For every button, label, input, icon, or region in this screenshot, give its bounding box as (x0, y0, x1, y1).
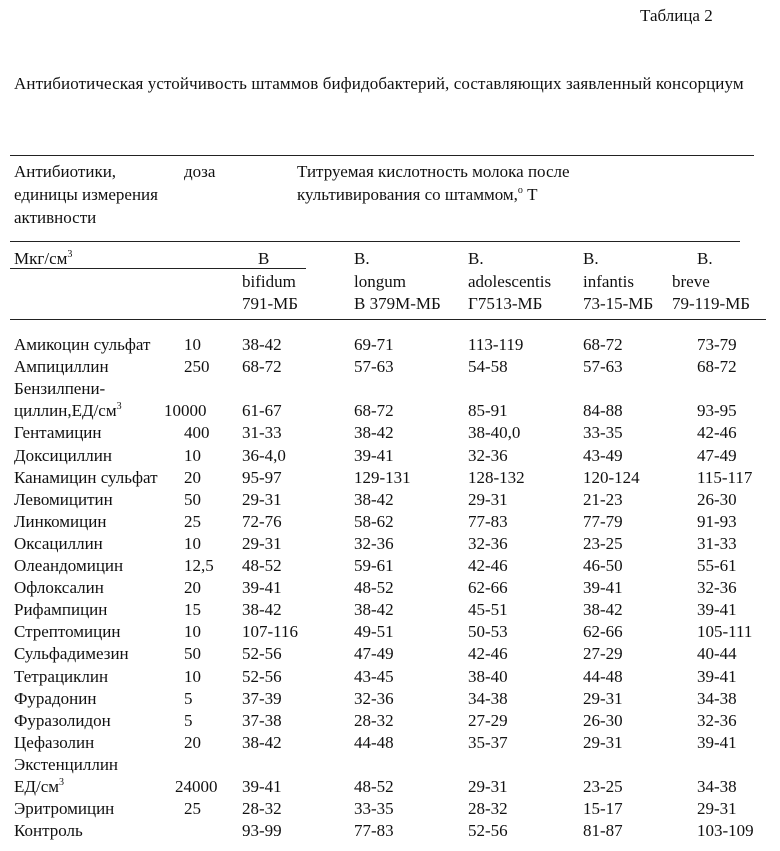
table-row (0, 446, 780, 468)
acidity-cell: 50-53 (468, 622, 508, 642)
acidity-cell: 48-52 (242, 556, 282, 575)
acidity-cell: 115-117 (697, 467, 753, 487)
acidity-cell: 68-72 (583, 335, 623, 354)
acidity-cell: 32-36 (697, 578, 737, 598)
strain-species-4: infantis (583, 272, 634, 291)
acidity-cell: 42-46 (697, 423, 737, 443)
table-row (0, 689, 780, 711)
dose-cell: 20 (184, 578, 201, 598)
body-rule (10, 319, 766, 320)
acidity-cell: 52-56 (242, 644, 282, 664)
acidity-cell: 32-36 (468, 445, 508, 465)
antibiotic-name (14, 733, 94, 753)
acidity-cell: 29-31 (468, 489, 508, 509)
table-row (0, 622, 780, 644)
acidity-cell: 52-56 (468, 821, 508, 841)
antibiotic-name-text: Олеандомицин (14, 556, 124, 575)
acidity-cell: 23-25 (583, 777, 623, 796)
acidity-cell: 77-83 (468, 511, 508, 531)
header-rule (10, 241, 740, 242)
acidity-cell: 42-46 (468, 644, 508, 664)
acidity-cell: 31-33 (697, 533, 737, 553)
antibiotic-name-text: Тетрациклин (14, 666, 109, 686)
acidity-cell: 35-37 (468, 732, 508, 752)
degree-sign: о (517, 185, 523, 196)
table-row (0, 490, 780, 512)
acidity-cell: 34-38 (697, 688, 737, 708)
antibiotic-name (14, 689, 96, 709)
table-row (0, 534, 780, 556)
dose-cell: 10 (184, 445, 201, 465)
table-row (0, 821, 780, 843)
dose-cell: 12,5 (184, 556, 214, 575)
acidity-cell: 55-61 (697, 556, 737, 575)
acidity-cell: 29-31 (583, 688, 623, 708)
antibiotic-name (14, 644, 129, 664)
strain-5 (672, 271, 750, 315)
table-caption: Таблица 2 (640, 6, 713, 25)
antibiotic-name-text: Контроль (14, 821, 83, 841)
strain-code-4: 73-15-МБ (583, 294, 654, 313)
strain-2 (354, 271, 441, 315)
antibiotic-name (14, 711, 111, 731)
antibiotic-name (14, 335, 150, 355)
dose-cell: 10 (184, 622, 201, 642)
header-acidity-line2 (297, 183, 570, 206)
acidity-cell: 15-17 (583, 799, 623, 819)
table-title: Антибиотическая устойчивость штаммов бифидобактерий, составляющих заявленный консорциум (14, 74, 744, 93)
strain-1 (242, 271, 298, 315)
acidity-cell: 33-35 (583, 423, 623, 443)
dose-cell: 50 (184, 644, 201, 664)
dose-cell: 10 (184, 335, 201, 354)
acidity-cell: 40-44 (697, 644, 737, 664)
antibiotic-name-text: Рифампицин (14, 600, 108, 620)
acidity-cell: 128-132 (468, 467, 525, 487)
antibiotic-name-text: Офлоксалин (14, 578, 104, 598)
antibiotic-name-text: Амикоцин сульфат (14, 335, 151, 354)
antibiotic-name-text: Левомицитин (14, 489, 113, 509)
acidity-cell: 44-48 (354, 732, 394, 752)
acidity-cell: 39-41 (697, 732, 737, 752)
antibiotic-name (14, 357, 109, 377)
acidity-cell: 38-40 (468, 666, 508, 686)
acidity-cell: 43-49 (583, 445, 623, 465)
strain-species-2: longum (354, 272, 406, 291)
acidity-cell: 77-79 (583, 511, 623, 531)
strain-genus-2: B. (354, 249, 370, 268)
acidity-cell: 29-31 (697, 799, 737, 819)
strain-code-5: 79-119-МБ (672, 294, 751, 313)
antibiotic-name-text: Бензилпени- (14, 379, 106, 399)
acidity-cell: 61-67 (242, 401, 282, 421)
acidity-cell: 44-48 (583, 666, 623, 686)
acidity-cell: 59-61 (354, 556, 394, 575)
antibiotic-name-text: Фуразолидон (14, 710, 111, 730)
header-acidity-text: культивирования со штаммом, (297, 185, 518, 204)
antibiotic-name-text: Ампициллин (14, 357, 109, 377)
strain-species-5: breve (672, 272, 710, 291)
antibiotic-name-text: ЕД/см (14, 777, 60, 796)
antibiotic-name (14, 799, 114, 819)
dose-cell: 5 (184, 688, 193, 708)
top-rule (10, 155, 754, 156)
dose-cell: 50 (184, 489, 201, 509)
antibiotic-name-text: Гентамицин (14, 423, 102, 443)
acidity-cell: 58-62 (354, 511, 394, 531)
acidity-cell: 38-40,0 (468, 423, 521, 443)
table-row (0, 379, 780, 401)
acidity-cell: 49-51 (354, 622, 394, 642)
acidity-cell: 28-32 (242, 799, 282, 819)
acidity-cell: 81-87 (583, 821, 623, 841)
table-row (0, 733, 780, 755)
header-antibiotics-line2: единицы измерения (14, 185, 158, 204)
table-row (0, 667, 780, 689)
acidity-cell: 38-42 (583, 600, 623, 620)
dose-cell: 25 (184, 799, 201, 819)
header-dose: доза (184, 162, 216, 181)
acidity-cell: 93-99 (242, 821, 282, 841)
acidity-cell: 105-111 (697, 622, 753, 642)
dose-cell: 10 (184, 666, 201, 686)
antibiotic-name (14, 556, 123, 576)
table-row (0, 423, 780, 445)
antibiotic-name (14, 490, 113, 510)
antibiotic-name-text: Канамицин сульфат (14, 467, 158, 487)
acidity-cell: 45-51 (468, 600, 508, 620)
acidity-cell: 52-56 (242, 666, 282, 686)
unit-superscript: 3 (116, 401, 122, 413)
acidity-cell: 68-72 (354, 401, 394, 421)
acidity-cell: 21-23 (583, 489, 623, 509)
acidity-cell: 46-50 (583, 556, 623, 575)
header-antibiotics (14, 160, 158, 229)
dose-cell: 15 (184, 600, 201, 620)
antibiotic-name (14, 401, 122, 421)
acidity-cell: 91-93 (697, 511, 737, 531)
acidity-cell: 29-31 (242, 489, 282, 509)
acidity-cell: 29-31 (468, 777, 508, 796)
units-text: Мкг/см (14, 249, 68, 268)
acidity-cell: 37-38 (242, 710, 282, 730)
acidity-cell: 57-63 (354, 357, 394, 377)
antibiotic-name-text: Доксициллин (14, 445, 112, 465)
acidity-cell: 32-36 (354, 688, 394, 708)
header-acidity-line1: Титруемая кислотность молока после (297, 162, 570, 181)
dose-cell: 25 (184, 511, 201, 531)
antibiotic-name (14, 512, 106, 532)
acidity-cell: 77-83 (354, 821, 394, 841)
acidity-cell: 26-30 (697, 489, 737, 509)
acidity-cell: 42-46 (468, 556, 508, 575)
acidity-cell: 84-88 (583, 401, 623, 421)
acidity-cell: 69-71 (354, 335, 394, 354)
table-row (0, 777, 780, 799)
antibiotic-name-text: Цефазолин (14, 732, 95, 752)
antibiotic-name-text: Эритромицин (14, 799, 115, 819)
acidity-cell: 93-95 (697, 401, 737, 421)
acidity-cell: 62-66 (583, 622, 623, 642)
acidity-cell: 31-33 (242, 423, 282, 443)
dose-cell: 10000 (164, 401, 207, 421)
acidity-cell: 38-42 (354, 423, 394, 443)
acidity-cell: 62-66 (468, 578, 508, 598)
antibiotic-name (14, 534, 103, 554)
antibiotic-name (14, 446, 112, 466)
acidity-cell: 39-41 (583, 578, 623, 598)
acidity-cell: 38-42 (242, 732, 282, 752)
acidity-cell: 129-131 (354, 467, 411, 487)
acidity-cell: 29-31 (583, 732, 623, 752)
strain-genus-3: B. (468, 249, 484, 268)
antibiotic-name-text: Сульфадимезин (14, 644, 129, 664)
strain-genus-5: B. (697, 249, 713, 268)
header-acidity-unit: Т (522, 185, 538, 204)
dose-cell: 5 (184, 710, 193, 730)
acidity-cell: 39-41 (697, 666, 737, 686)
antibiotic-name-text: Стрептомицин (14, 622, 121, 642)
acidity-cell: 68-72 (242, 357, 282, 377)
antibiotic-name-text: Оксациллин (14, 533, 103, 553)
strain-genus-4: B. (583, 249, 599, 268)
acidity-cell: 26-30 (583, 710, 623, 730)
acidity-cell: 23-25 (583, 533, 623, 553)
acidity-cell: 27-29 (468, 710, 508, 730)
acidity-cell: 33-35 (354, 799, 394, 819)
acidity-cell: 32-36 (468, 533, 508, 553)
units-superscript: 3 (67, 249, 73, 260)
dose-cell: 20 (184, 467, 201, 487)
antibiotic-name (14, 379, 105, 399)
acidity-cell: 103-109 (697, 821, 754, 841)
antibiotic-name (14, 468, 158, 488)
table-row (0, 644, 780, 666)
dose-cell: 250 (184, 357, 210, 377)
header-acidity (297, 160, 570, 206)
antibiotic-name-text: циллин,ЕД/см (14, 401, 117, 421)
strain-code-3: Г7513-МБ (468, 294, 543, 313)
acidity-cell: 38-42 (242, 600, 282, 620)
acidity-cell: 72-76 (242, 511, 282, 531)
strain-code-1: 791-МБ (242, 294, 299, 313)
header-antibiotics-line3: активности (14, 208, 97, 227)
antibiotic-name (14, 423, 102, 443)
table-row (0, 401, 780, 423)
dose-cell: 24000 (175, 777, 218, 796)
strain-species-1: bifidum (242, 272, 296, 291)
table-row (0, 335, 780, 357)
table-row (0, 556, 780, 578)
antibiotic-name (14, 622, 120, 642)
acidity-cell: 68-72 (697, 357, 737, 377)
acidity-cell: 32-36 (354, 533, 394, 553)
acidity-cell: 85-91 (468, 401, 508, 421)
table-row (0, 755, 780, 777)
strain-code-2: В 379М-МБ (354, 294, 441, 313)
table-row (0, 468, 780, 490)
unit-superscript: 3 (59, 777, 65, 788)
table-row (0, 711, 780, 733)
table-row (0, 357, 780, 379)
acidity-cell: 39-41 (354, 445, 394, 465)
antibiotic-name (14, 755, 118, 775)
acidity-cell: 32-36 (697, 710, 737, 730)
acidity-cell: 39-41 (242, 777, 282, 796)
acidity-cell: 38-42 (354, 600, 394, 620)
acidity-cell: 38-42 (242, 335, 282, 354)
acidity-cell: 113-119 (468, 335, 524, 354)
acidity-cell: 34-38 (697, 777, 737, 796)
acidity-cell: 47-49 (697, 445, 737, 465)
acidity-cell: 27-29 (583, 644, 623, 664)
dose-cell: 10 (184, 533, 201, 553)
acidity-cell: 48-52 (354, 578, 394, 598)
acidity-cell: 34-38 (468, 688, 508, 708)
antibiotic-name (14, 821, 83, 841)
acidity-cell: 37-39 (242, 688, 282, 708)
strain-4 (583, 271, 653, 315)
antibiotic-name-text: Фурадонин (14, 688, 97, 708)
acidity-cell: 28-32 (468, 799, 508, 819)
acidity-cell: 54-58 (468, 357, 508, 377)
antibiotic-name (14, 600, 107, 620)
acidity-cell: 120-124 (583, 467, 640, 487)
table-row (0, 512, 780, 534)
antibiotic-name (14, 667, 108, 687)
acidity-cell: 48-52 (354, 777, 394, 796)
acidity-cell: 57-63 (583, 357, 623, 377)
table-row (0, 578, 780, 600)
table-row (0, 799, 780, 821)
acidity-cell: 39-41 (697, 600, 737, 620)
dose-cell: 20 (184, 732, 201, 752)
strain-3 (468, 271, 551, 315)
acidity-cell: 28-32 (354, 710, 394, 730)
dose-cell: 400 (184, 423, 210, 443)
antibiotic-name-text: Линкомицин (14, 511, 107, 531)
antibiotic-name (14, 578, 104, 598)
acidity-cell: 29-31 (242, 533, 282, 553)
units-label (14, 249, 72, 269)
strain-genus-1: B (258, 249, 270, 268)
acidity-cell: 73-79 (697, 335, 737, 354)
acidity-cell: 95-97 (242, 467, 282, 487)
acidity-cell: 107-116 (242, 622, 299, 642)
table-row (0, 600, 780, 622)
acidity-cell: 36-4,0 (242, 445, 286, 465)
antibiotic-name (14, 777, 64, 797)
antibiotic-name-text: Экстенциллин (14, 754, 119, 774)
acidity-cell: 47-49 (354, 644, 394, 664)
header-antibiotics-line1: Антибиотики, (14, 162, 117, 181)
acidity-cell: 39-41 (242, 578, 282, 598)
acidity-cell: 38-42 (354, 489, 394, 509)
strain-species-3: adolescentis (468, 272, 552, 291)
acidity-cell: 43-45 (354, 666, 394, 686)
